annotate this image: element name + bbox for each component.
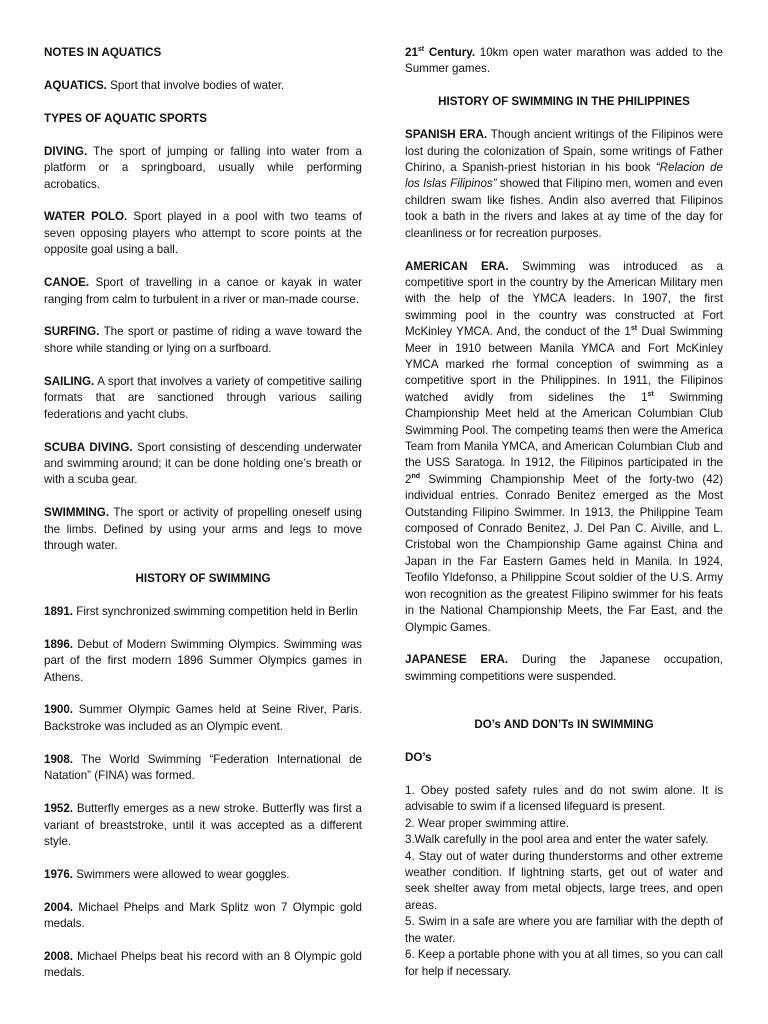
- ordinal-suffix: nd: [411, 472, 421, 480]
- history-item-1976: [44, 867, 362, 883]
- sport-text: The sport or pastime of riding a wave toward the shore while standing or lying on a surfboard.: [44, 325, 362, 355]
- sport-text: Sport played in a pool with two teams of seven opposing players who attempt to score points at the opposite goal using a ball.: [44, 210, 362, 257]
- sport-diving: [44, 144, 362, 193]
- history-text: Michael Phelps and Mark Splitz won 7 Olympic gold medals.: [44, 900, 362, 931]
- era-text: Swimming Championship Meet of the forty-two (42) individual entries. Conrado Benitez emerged as the Most Outstanding Filipino Swimmer. In 1913, the Philippine Team composed of Conrado Benitez, J. Del Pan C. Aiville, and L. Cristobal won the Championship Game against China and Japan in the Far Eastern Games held in Manila. In 1924, Teofilo Yldefonso, a Philippine Scout soldier of the U.S. Army won recognition as the greatest Filipino swimmer for his feats in the National Championship Meets, the Far East, and the Olympic Games.: [405, 472, 723, 634]
- book-title: “Relacion de los Islas Filipinos”: [405, 161, 723, 191]
- sport-term: SURFING.: [44, 325, 100, 339]
- sport-term: SAILING.: [44, 374, 95, 388]
- sport-sailing: [44, 374, 362, 423]
- history-text: The World Swimming “Federation International de Natation” (FINA) was formed.: [44, 752, 362, 783]
- sport-scuba-diving: [44, 440, 362, 489]
- history-year: 1952.: [44, 802, 74, 816]
- dos-donts-heading: DO’s AND DON’Ts IN SWIMMING: [474, 718, 654, 732]
- sport-term: SWIMMING.: [44, 506, 110, 520]
- history-year: 1900.: [44, 703, 74, 717]
- era-text: Swimming was introduced as a competitive sport in the country by the American Military men with the help of the YMCA leaders. In 1907, the first swimming pool in the country was constructed at Fort McKinley YMCA. And, the conduct of the 1: [405, 259, 723, 339]
- sport-term: WATER POLO.: [44, 210, 128, 224]
- history-text: First synchronized swimming competition held in Berlin: [73, 604, 358, 618]
- era-text: Though ancient writings of the Filipinos were lost during the colonization of Spain, some writings of Father Chirino, a Spanish-priest historian in his book: [405, 128, 723, 175]
- history-year: 2004.: [44, 900, 74, 914]
- sport-term: SCUBA DIVING.: [44, 440, 133, 454]
- aquatics-term: AQUATICS.: [44, 78, 107, 92]
- types-heading: TYPES OF AQUATIC SPORTS: [44, 111, 207, 125]
- american-era: [405, 259, 723, 636]
- history-heading: HISTORY OF SWIMMING: [135, 571, 271, 585]
- list-item: 6. Keep a portable phone with you at all times, so you can call for help if necessary.: [405, 948, 723, 978]
- japanese-era: [405, 652, 723, 685]
- era-term: AMERICAN ERA.: [405, 259, 509, 273]
- left-column: [44, 45, 362, 982]
- history-item-1908: [44, 752, 362, 785]
- sport-surfing: [44, 324, 362, 357]
- aquatics-text: Sport that involve bodies of water.: [106, 78, 285, 92]
- era-term: JAPANESE ERA.: [405, 653, 509, 667]
- era-text: showed that Filipino men, women and even children swam like fishes. Andin also averred that Filipinos took a bath in the rivers and lakes at ay time of the day for cleanliness or for recreation purposes.: [405, 177, 723, 240]
- ph-history-heading: HISTORY OF SWIMMING IN THE PHILIPPINES: [438, 95, 690, 109]
- dos-label: DO’s: [405, 751, 432, 765]
- sport-water-polo: [44, 209, 362, 258]
- document-title: NOTES IN AQUATICS: [44, 46, 162, 59]
- list-item: 1. Obey posted safety rules and do not swim alone. It is advisable to swim if a licensed lifeguard is present.: [405, 784, 723, 814]
- aquatics-definition: [44, 78, 362, 94]
- list-item: 4. Stay out of water during thunderstorms and other extreme weather condition. If lightning starts, get out of water and seek shelter away from metal objects, large trees, and open areas.: [405, 849, 723, 912]
- list-item: 5. Swim in a safe are where you are familiar with the depth of the water.: [405, 915, 723, 945]
- century-suffix: st: [417, 46, 425, 54]
- sport-text: Sport consisting of descending underwater and swimming around; it can be done holding one’s breath or with a scuba gear.: [44, 440, 362, 487]
- history-item-21st-century: [405, 45, 723, 78]
- right-column: [405, 45, 723, 980]
- list-item: 2. Wear proper swimming attire.: [405, 816, 570, 830]
- history-text: Summer Olympic Games held at Seine River, Paris. Backstroke was included as an Olympic event.: [44, 703, 362, 733]
- century-text: 10km open water marathon was added to the Summer games.: [405, 46, 723, 76]
- era-term: SPANISH ERA.: [405, 128, 488, 142]
- history-year: 1976.: [44, 867, 74, 881]
- sport-text: The sport of jumping or falling into water from a platform or a springboard, usually while performing acrobatics.: [44, 144, 362, 191]
- era-text: During the Japanese occupation, swimming competitions were suspended.: [405, 653, 723, 683]
- list-item: 3.Walk carefully in the pool area and enter the water safely.: [405, 833, 709, 847]
- history-text: Swimmers were allowed to wear goggles.: [73, 867, 290, 881]
- sport-term: DIVING.: [44, 144, 88, 158]
- history-item-1952: [44, 801, 362, 850]
- sport-text: The sport or activity of propelling oneself using the limbs. Defined by using your arms and legs to move through water.: [44, 506, 362, 553]
- history-text: Michael Phelps beat his record with an 8 Olympic gold medals.: [44, 950, 362, 980]
- dos-list: [405, 783, 723, 980]
- history-item-1891: [44, 604, 362, 620]
- sport-text: Sport of travelling in a canoe or kayak in water ranging from calm to turbulent in a river or man-made course.: [44, 276, 362, 306]
- history-text: Butterfly emerges as a new stroke. Butterfly was first a variant of breaststroke, until it was accepted as a different style.: [44, 802, 362, 848]
- history-item-2008: [44, 949, 362, 982]
- history-year: 1908.: [44, 752, 74, 766]
- sport-canoe: [44, 275, 362, 308]
- century-label: Century.: [424, 46, 476, 59]
- sport-swimming: [44, 505, 362, 554]
- century-number: 21: [405, 46, 418, 59]
- era-text: Dual Swimming Meer in 1910 between Manila YMCA and Fort McKinley YMCA marked rhe formal conception of swimming as a competitive sport in the Philippines. In 1911, the Filipinos watched avidly from sidelines the 1: [405, 325, 723, 404]
- sport-text: A sport that involves a variety of competitive sailing formats that are sanctioned through various sailing federations and yacht clubs.: [44, 374, 362, 421]
- sport-term: CANOE.: [44, 276, 90, 290]
- ordinal-suffix: st: [647, 390, 654, 398]
- spanish-era: [405, 127, 723, 242]
- history-year: 2008.: [44, 950, 74, 964]
- era-text: Swimming Championship Meet held at the American Columbian Club Swimming Pool. The competing teams then were the America Team from Manila YMCA, and American Columbian Club and the USS Saratoga. In 1912, the Filipinos participated in the 2: [405, 390, 723, 486]
- history-item-1896: [44, 637, 362, 686]
- history-year: 1896.: [44, 637, 74, 651]
- ordinal-suffix: st: [630, 325, 638, 333]
- history-text: Debut of Modern Swimming Olympics. Swimming was part of the first modern 1896 Summer Olympics games in Athens.: [44, 637, 362, 684]
- history-item-1900: [44, 702, 362, 735]
- history-item-2004: [44, 900, 362, 933]
- history-year: 1891.: [44, 604, 74, 618]
